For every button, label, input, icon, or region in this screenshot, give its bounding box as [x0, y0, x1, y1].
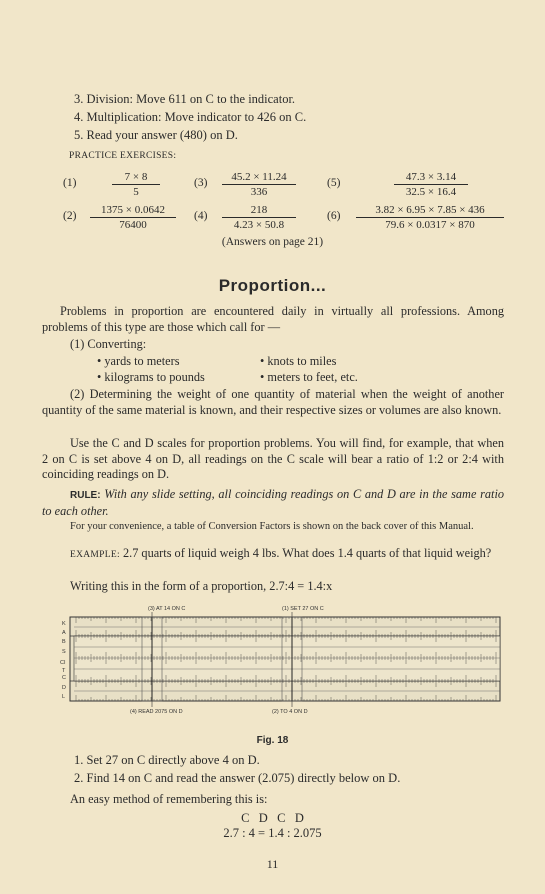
proportion-statement: Writing this in the form of a proportion, 2.7:4 = 1.4:x [70, 579, 333, 593]
exercise-1-denominator: 5 [112, 184, 160, 199]
scale-label-b: B [62, 639, 66, 645]
exercise-5-fraction [394, 170, 468, 199]
callout-top-right: (1) SET 27 ON C [282, 606, 324, 612]
step-find-14: 2. Find 14 on C and read the answer (2.075) directly below on D. [74, 771, 401, 785]
exercise-3-denominator: 336 [222, 184, 296, 199]
exercise-2-denominator: 76400 [90, 217, 176, 232]
exercise-5-denominator: 32.5 × 16.4 [394, 184, 468, 199]
mnemonic-letters: C D C D [241, 811, 304, 825]
rule-text: With any slide setting, all coinciding readings on C and D are in the same ratio to each other. [42, 487, 505, 518]
example-paragraph [42, 546, 504, 564]
mnemonic-values: 2.7 : 4 = 1.4 : 2.075 [223, 826, 322, 840]
exercise-3-fraction [222, 170, 296, 199]
callout-bottom-left: (4) READ 2075 ON D [130, 709, 183, 715]
exercise-3-numerator: 45.2 × 11.24 [231, 171, 287, 183]
intro-paragraph: Problems in proportion are encountered daily in virtually all professions. Among problems of this type are those which call for — [42, 304, 504, 334]
figure-caption: Fig. 18 [256, 735, 289, 746]
scale-label-ci: CI [60, 660, 66, 666]
convenience-paragraph: For your convenience, a table of Conversion Factors is shown on the back cover of this Manual. [70, 521, 474, 532]
exercise-2-numerator: 1375 × 0.0642 [101, 204, 165, 216]
exercise-3-label: (3) [194, 177, 208, 189]
exercise-5-numerator: 47.3 × 3.14 [405, 171, 457, 183]
exercise-4-label: (4) [194, 210, 208, 222]
step-set-27: 1. Set 27 on C directly above 4 on D. [74, 753, 260, 767]
exercise-6-numerator: 3.82 × 6.95 × 7.85 × 436 [375, 204, 485, 216]
exercise-6-label: (6) [327, 210, 341, 222]
exercise-2-fraction [90, 203, 176, 232]
scale-label-a: A [62, 630, 66, 636]
exercise-4-numerator: 218 [250, 204, 268, 216]
exercise-6-fraction [356, 203, 504, 232]
exercise-4-fraction [222, 203, 296, 232]
callout-bottom-right: (2) TO 4 ON D [272, 709, 308, 715]
bullet-knots-miles: • knots to miles [260, 354, 337, 368]
callout-top-left: (3) AT 14 ON C [148, 606, 186, 612]
example-text: 2.7 quarts of liquid weigh 4 lbs. What does 1.4 quarts of that liquid weigh? [122, 546, 492, 560]
converting-label: (1) Converting: [70, 337, 147, 351]
easy-method-text: An easy method of remembering this is: [70, 792, 268, 806]
scale-label-t: T [62, 668, 66, 674]
determining-paragraph: (2) Determining the weight of one quantity of material when the weight of another quantity of the same material is known, and their respective sizes or volumes are also known. [42, 387, 504, 417]
exercise-1-label: (1) [63, 177, 77, 189]
page-number: 11 [266, 857, 279, 871]
section-heading: Proportion... [218, 276, 327, 295]
scale-label-d: D [62, 685, 66, 691]
slide-rule-figure [60, 603, 510, 733]
scale-label-k: K [62, 621, 66, 627]
bullet-kilograms-pounds: • kilograms to pounds [97, 370, 205, 384]
exercise-1-fraction [112, 170, 160, 199]
step-division: 3. Division: Move 611 on C to the indicator. [74, 92, 296, 106]
rule-paragraph [42, 487, 504, 519]
bullet-yards-meters: • yards to meters [97, 354, 180, 368]
answers-note: (Answers on page 21) [221, 236, 324, 248]
practice-header: PRACTICE EXERCISES: [69, 151, 177, 161]
step-read-answer: 5. Read your answer (480) on D. [74, 128, 238, 142]
scales-paragraph: Use the C and D scales for proportion problems. You will find, for example, that when 2 on C is set above 4 on D, all readings on the C scale will bear a ratio of 1:2 or 2:4 with coinciding readings on D. [42, 436, 504, 481]
scale-label-s: S [62, 649, 66, 655]
exercise-5-label: (5) [327, 177, 341, 189]
step-multiplication: 4. Multiplication: Move indicator to 426 on C. [74, 110, 307, 124]
exercise-2-label: (2) [63, 210, 77, 222]
exercise-6-denominator: 79.6 × 0.0317 × 870 [356, 217, 504, 232]
exercise-1-numerator: 7 × 8 [124, 171, 148, 183]
scale-label-l: L [62, 694, 66, 700]
rule-label: RULE: [70, 490, 101, 501]
exercise-4-denominator: 4.23 × 50.8 [222, 217, 296, 232]
example-label: EXAMPLE: [70, 550, 120, 560]
scale-label-c: C [62, 675, 66, 681]
bullet-meters-feet: • meters to feet, etc. [260, 370, 358, 384]
